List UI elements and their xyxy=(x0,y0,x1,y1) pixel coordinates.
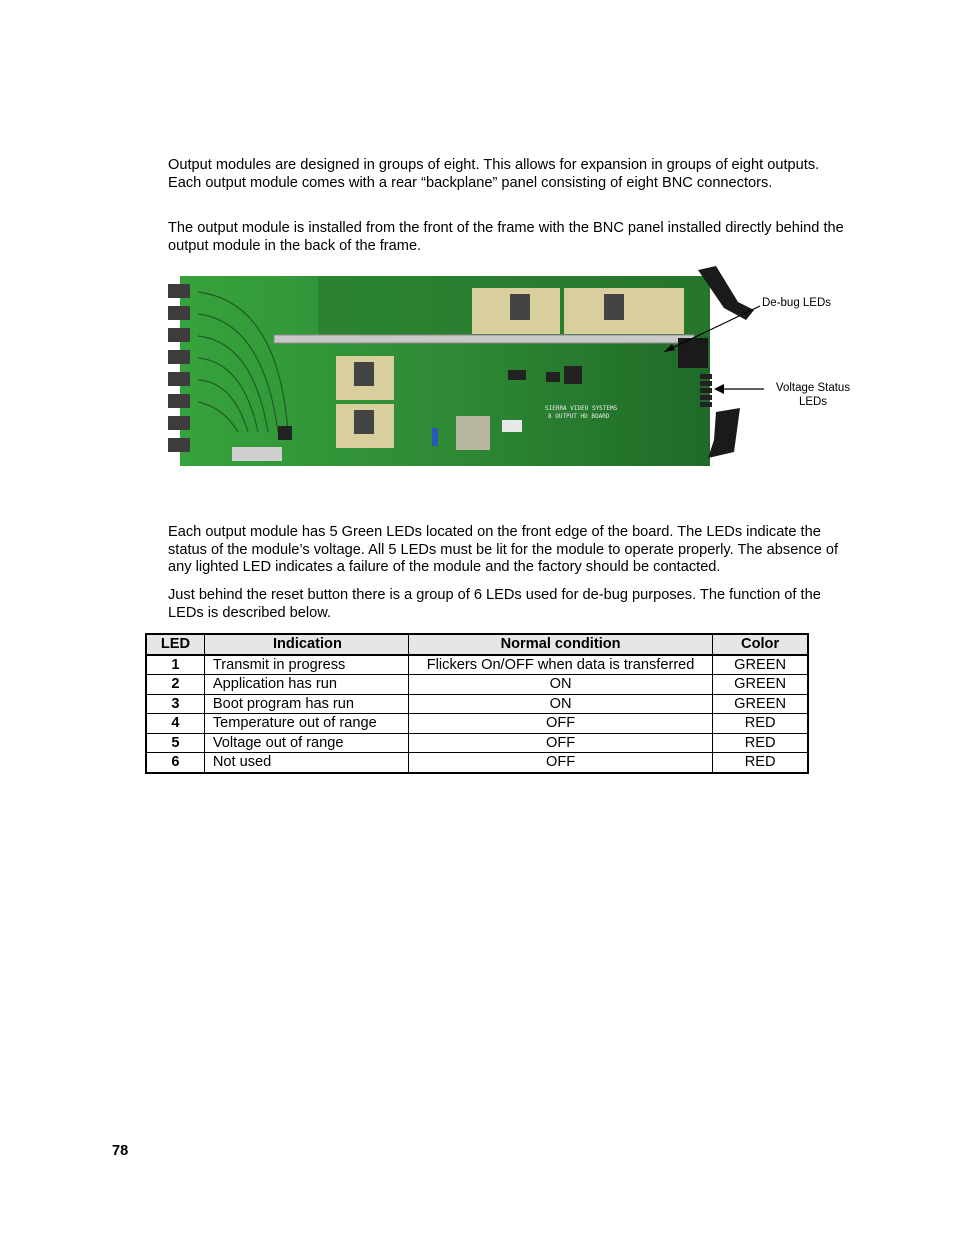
cell-led: 1 xyxy=(146,655,204,675)
header-indication: Indication xyxy=(204,634,408,655)
cell-color: GREEN xyxy=(713,655,808,675)
cell-indication: Not used xyxy=(204,753,408,773)
cell-normal-condition: Flickers On/OFF when data is transferred xyxy=(408,655,712,675)
cell-normal-condition: OFF xyxy=(408,714,712,734)
cell-color: RED xyxy=(713,733,808,753)
cell-normal-condition: OFF xyxy=(408,753,712,773)
cell-normal-condition: ON xyxy=(408,675,712,695)
output-module-board-photo xyxy=(168,262,858,474)
board-illustration xyxy=(168,262,858,474)
cell-led: 6 xyxy=(146,753,204,773)
cell-normal-condition: OFF xyxy=(408,733,712,753)
cell-color: GREEN xyxy=(713,694,808,714)
header-led: LED xyxy=(146,634,204,655)
paragraph-intro: Output modules are designed in groups of eight. This allows for expansion in groups of eight outputs. Each output module comes with a rear “backplane” panel consisting of eight BNC connectors. xyxy=(168,157,820,191)
table-row xyxy=(146,753,808,773)
cell-normal-condition: ON xyxy=(408,694,712,714)
table-row xyxy=(146,714,808,734)
cell-led: 5 xyxy=(146,733,204,753)
cell-led: 2 xyxy=(146,675,204,695)
header-normal-condition: Normal condition xyxy=(408,634,712,655)
cell-color: GREEN xyxy=(713,675,808,695)
cell-color: RED xyxy=(713,714,808,734)
cell-led: 3 xyxy=(146,694,204,714)
table-header-row xyxy=(146,634,808,655)
debug-leds-callout: De-bug LEDs xyxy=(762,297,832,309)
voltage-status-led-group xyxy=(700,374,712,407)
paragraph-debug-leds: Just behind the reset button there is a group of 6 LEDs used for de-bug purposes. The function of the LEDs is described below. xyxy=(168,587,821,621)
cell-led: 4 xyxy=(146,714,204,734)
table-row xyxy=(146,655,808,675)
debug-led-table xyxy=(145,633,809,774)
cell-indication: Voltage out of range xyxy=(204,733,408,753)
board-print-model: 8 OUTPUT HD BOARD xyxy=(548,413,610,420)
cell-indication: Transmit in progress xyxy=(204,655,408,675)
board-print-name: SIERRA VIDEO SYSTEMS xyxy=(545,405,618,412)
voltage-status-leds-callout: Voltage Status LEDs xyxy=(775,382,851,408)
page-number: 78 xyxy=(112,1143,129,1159)
paragraph-voltage-leds: Each output module has 5 Green LEDs located on the front edge of the board. The LEDs indicate the status of the module’s voltage. All 5 LEDs must be lit for the module to operate properly. The absence of any lighted LED indicates a failure of the module and the factory should be contacted. xyxy=(168,524,839,576)
cell-indication: Application has run xyxy=(204,675,408,695)
metal-rail xyxy=(274,335,694,343)
table-row xyxy=(146,675,808,695)
paragraph-installation: The output module is installed from the front of the frame with the BNC panel installed directly behind the output module in the back of the frame. xyxy=(168,220,844,254)
table-row xyxy=(146,694,808,714)
bottom-ejector-handle xyxy=(708,408,740,458)
table-row xyxy=(146,733,808,753)
cell-color: RED xyxy=(713,753,808,773)
cell-indication: Temperature out of range xyxy=(204,714,408,734)
header-color: Color xyxy=(713,634,808,655)
cell-indication: Boot program has run xyxy=(204,694,408,714)
